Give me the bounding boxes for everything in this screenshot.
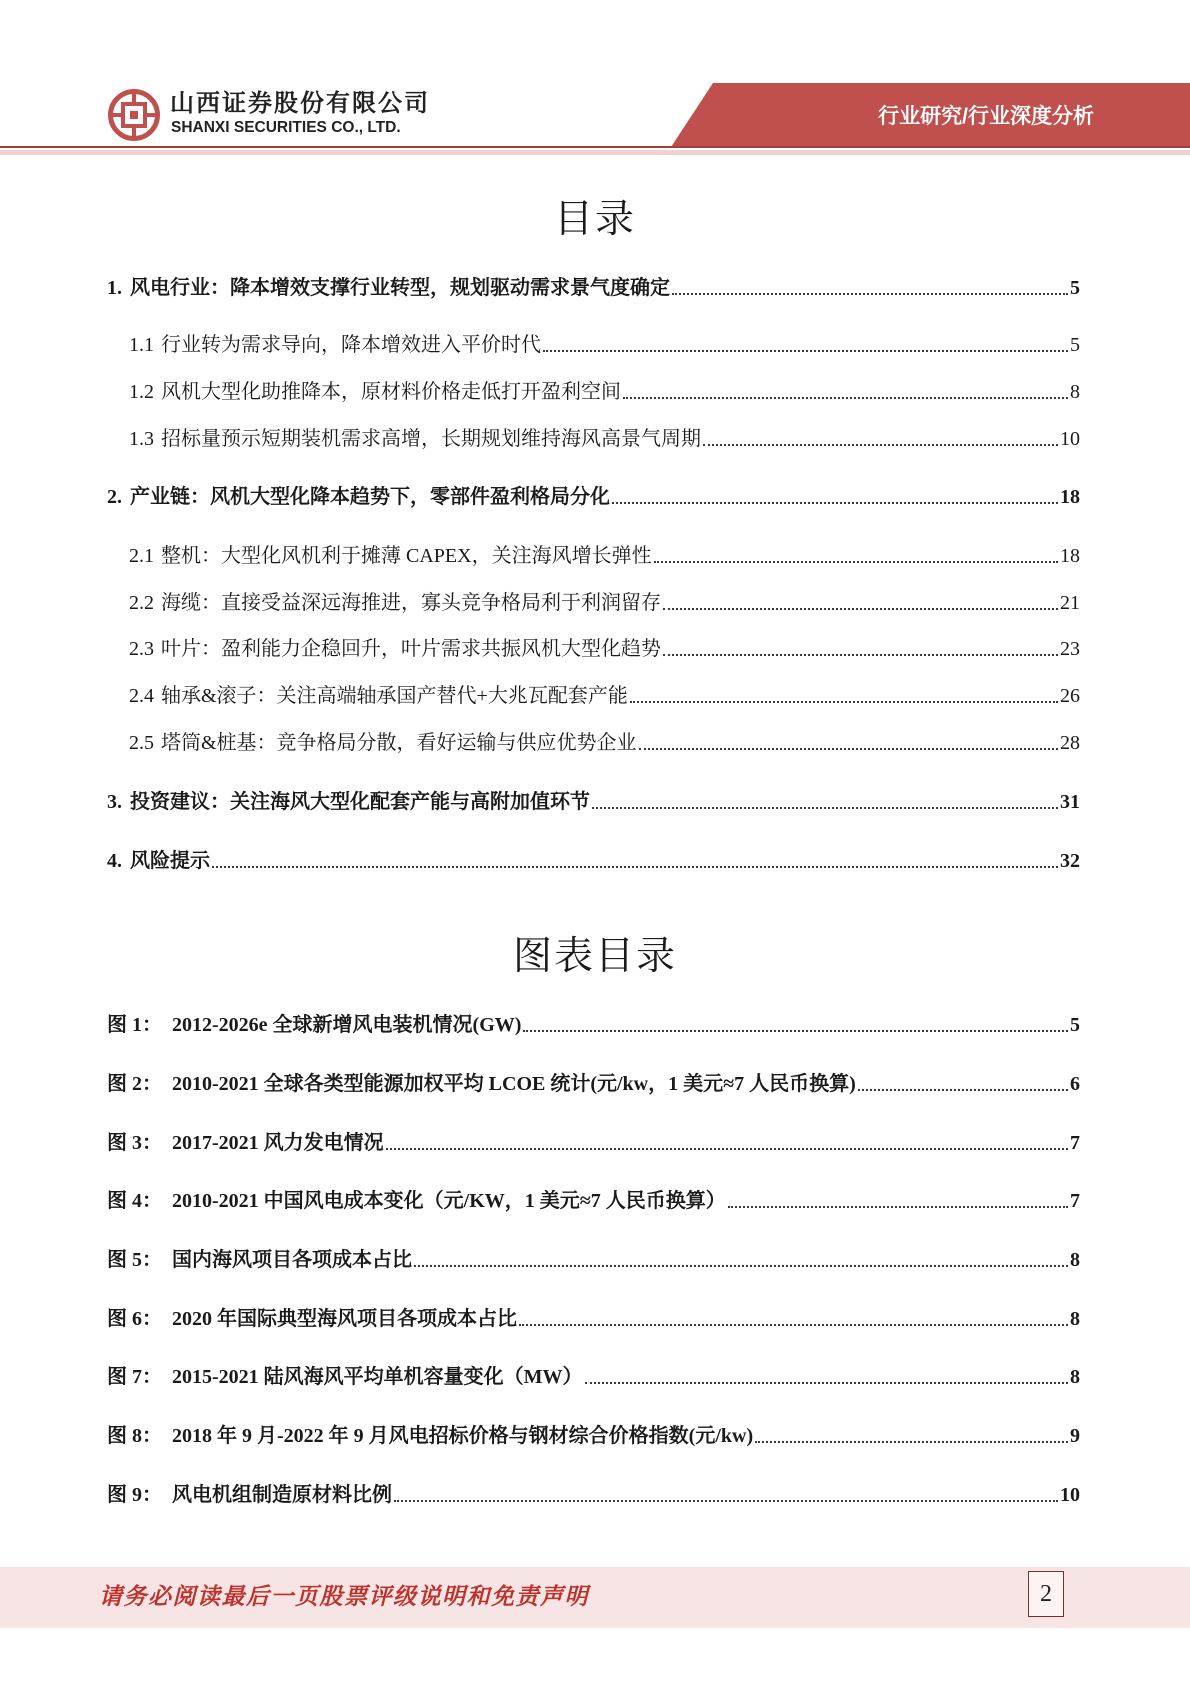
figure-entry-page: 9 bbox=[1070, 1425, 1080, 1447]
figure-entry[interactable] bbox=[107, 1071, 1080, 1097]
dot-leader bbox=[639, 748, 1058, 750]
company-logo-icon bbox=[107, 88, 161, 142]
dot-leader bbox=[585, 1382, 1068, 1384]
toc-entry-page: 26 bbox=[1060, 685, 1080, 707]
figure-entry-label: 图 1： bbox=[107, 1014, 162, 1036]
toc-entry-title: 投资建议：关注海风大型化配套产能与高附加值环节 bbox=[130, 791, 590, 813]
toc-entry-number: 3. bbox=[107, 791, 122, 813]
toc-entry[interactable] bbox=[129, 636, 1080, 662]
figure-entry-title: 2015-2021 陆风海风平均单机容量变化（MW） bbox=[172, 1366, 583, 1388]
figure-entry-label: 图 5： bbox=[107, 1249, 162, 1271]
toc-entry-title: 轴承&滚子：关注高端轴承国产替代+大兆瓦配套产能 bbox=[161, 685, 628, 707]
figure-entry-title: 2020 年国际典型海风项目各项成本占比 bbox=[172, 1308, 517, 1330]
figure-entry-label: 图 6： bbox=[107, 1308, 162, 1330]
toc-entry-title: 风电行业：降本增效支撑行业转型，规划驱动需求景气度确定 bbox=[130, 277, 670, 299]
toc-entry[interactable] bbox=[129, 730, 1080, 756]
figure-entry-page: 7 bbox=[1070, 1190, 1080, 1212]
dot-leader bbox=[703, 444, 1058, 446]
dot-leader bbox=[543, 350, 1068, 352]
toc-entry[interactable] bbox=[129, 379, 1080, 405]
figure-entry-title: 2017-2021 风力发电情况 bbox=[172, 1132, 384, 1154]
figure-entry[interactable] bbox=[107, 1482, 1080, 1508]
toc-entry-page: 31 bbox=[1060, 791, 1080, 813]
figure-entry[interactable] bbox=[107, 1306, 1080, 1332]
toc-entry-page: 18 bbox=[1060, 486, 1080, 508]
toc-entry-title: 风险提示 bbox=[130, 850, 210, 872]
figure-entry[interactable] bbox=[107, 1130, 1080, 1156]
figure-entry-page: 5 bbox=[1070, 1014, 1080, 1036]
figure-entry[interactable] bbox=[107, 1188, 1080, 1214]
figures-title: 图表目录 bbox=[512, 935, 677, 978]
figure-entry-title: 风电机组制造原材料比例 bbox=[172, 1484, 392, 1506]
figure-entry-label: 图 2： bbox=[107, 1073, 162, 1095]
toc-entry-page: 23 bbox=[1060, 638, 1080, 660]
dot-leader bbox=[394, 1500, 1058, 1502]
figure-entry-page: 10 bbox=[1060, 1484, 1080, 1506]
toc-entry-page: 18 bbox=[1060, 545, 1080, 567]
toc-entry[interactable] bbox=[107, 275, 1080, 301]
toc-entry-title: 叶片：盈利能力企稳回升，叶片需求共振风机大型化趋势 bbox=[161, 638, 661, 660]
toc-entry[interactable] bbox=[107, 789, 1080, 815]
toc-entry-number: 2.5 bbox=[129, 732, 154, 754]
dot-leader bbox=[630, 701, 1058, 703]
toc-entry-page: 5 bbox=[1070, 277, 1080, 299]
dot-leader bbox=[212, 866, 1058, 868]
toc-entry[interactable] bbox=[129, 426, 1080, 452]
dot-leader bbox=[728, 1206, 1068, 1208]
figure-entry-title: 2018 年 9 月-2022 年 9 月风电招标价格与钢材综合价格指数(元/kw) bbox=[172, 1425, 754, 1447]
toc-entry-title: 整机：大型化风机利于摊薄 CAPEX，关注海风增长弹性 bbox=[161, 545, 652, 567]
toc-entry[interactable] bbox=[107, 848, 1080, 874]
dot-leader bbox=[612, 502, 1058, 504]
dot-leader bbox=[672, 293, 1068, 295]
toc-entry-number: 1.3 bbox=[129, 428, 154, 450]
toc-entry-title: 风机大型化助推降本，原材料价格走低打开盈利空间 bbox=[161, 381, 621, 403]
toc-entry-page: 5 bbox=[1070, 334, 1080, 356]
toc-entry[interactable] bbox=[129, 332, 1080, 358]
toc-entry-number: 1.1 bbox=[129, 334, 154, 356]
toc-entry-number: 2.1 bbox=[129, 545, 154, 567]
figure-entry-title: 2012-2026e 全球新增风电装机情况(GW) bbox=[172, 1014, 522, 1036]
toc-entry-number: 1. bbox=[107, 277, 122, 299]
figure-entry-page: 8 bbox=[1070, 1366, 1080, 1388]
figure-entry-label: 图 8： bbox=[107, 1425, 162, 1447]
figure-entry-label: 图 4： bbox=[107, 1190, 162, 1212]
figure-entry-title: 2010-2021 中国风电成本变化（元/KW，1 美元≈7 人民币换算） bbox=[172, 1190, 726, 1212]
company-name-cn: 山西证券股份有限公司 bbox=[170, 90, 430, 117]
toc-entry-number: 2. bbox=[107, 486, 122, 508]
figure-entry[interactable] bbox=[107, 1247, 1080, 1273]
toc-entry[interactable] bbox=[129, 590, 1080, 616]
figure-entry[interactable] bbox=[107, 1012, 1080, 1038]
figure-entry-page: 7 bbox=[1070, 1132, 1080, 1154]
dot-leader bbox=[523, 1030, 1068, 1032]
toc-entry-page: 8 bbox=[1070, 381, 1080, 403]
dot-leader bbox=[414, 1265, 1068, 1267]
toc-entry[interactable] bbox=[129, 543, 1080, 569]
figure-entry-page: 8 bbox=[1070, 1249, 1080, 1271]
page-number: 2 bbox=[1028, 1571, 1064, 1617]
toc-entry-number: 1.2 bbox=[129, 381, 154, 403]
toc-title: 目录 bbox=[553, 198, 636, 241]
toc-entry-number: 2.2 bbox=[129, 592, 154, 614]
footer-disclaimer: 请务必阅读最后一页股票评级说明和免责声明 bbox=[99, 1584, 589, 1609]
dot-leader bbox=[663, 654, 1058, 656]
dot-leader bbox=[592, 807, 1058, 809]
company-name-en: SHANXI SECURITIES CO., LTD. bbox=[171, 119, 401, 136]
toc-entry-title: 产业链：风机大型化降本趋势下，零部件盈利格局分化 bbox=[130, 486, 610, 508]
figure-entry-page: 6 bbox=[1070, 1073, 1080, 1095]
dot-leader bbox=[386, 1148, 1068, 1150]
figure-entry-label: 图 7： bbox=[107, 1366, 162, 1388]
dot-leader bbox=[519, 1324, 1068, 1326]
figure-entry-label: 图 9： bbox=[107, 1484, 162, 1506]
toc-entry[interactable] bbox=[129, 683, 1080, 709]
toc-entry-page: 28 bbox=[1060, 732, 1080, 754]
toc-entry-page: 10 bbox=[1060, 428, 1080, 450]
dot-leader bbox=[858, 1089, 1068, 1091]
dot-leader bbox=[623, 397, 1068, 399]
figure-entry-page: 8 bbox=[1070, 1308, 1080, 1330]
dot-leader bbox=[755, 1441, 1068, 1443]
toc-entry-number: 2.3 bbox=[129, 638, 154, 660]
toc-entry-number: 4. bbox=[107, 850, 122, 872]
toc-entry-page: 32 bbox=[1060, 850, 1080, 872]
toc-entry[interactable] bbox=[107, 484, 1080, 510]
figure-entry[interactable] bbox=[107, 1364, 1080, 1390]
dot-leader bbox=[663, 608, 1058, 610]
toc-entry-title: 行业转为需求导向，降本增效进入平价时代 bbox=[161, 334, 541, 356]
toc-entry-title: 海缆：直接受益深远海推进，寡头竞争格局利于利润留存 bbox=[161, 592, 661, 614]
dot-leader bbox=[654, 561, 1058, 563]
toc-entry-title: 招标量预示短期装机需求高增，长期规划维持海风高景气周期 bbox=[161, 428, 701, 450]
toc-entry-page: 21 bbox=[1060, 592, 1080, 614]
toc-entry-number: 2.4 bbox=[129, 685, 154, 707]
figure-entry[interactable] bbox=[107, 1423, 1080, 1449]
figure-entry-label: 图 3： bbox=[107, 1132, 162, 1154]
toc-entry-title: 塔筒&桩基：竞争格局分散，看好运输与供应优势企业 bbox=[161, 732, 637, 754]
figure-entry-title: 国内海风项目各项成本占比 bbox=[172, 1249, 412, 1271]
figure-entry-title: 2010-2021 全球各类型能源加权平均 LCOE 统计(元/kw，1 美元≈7 人民币换算) bbox=[172, 1073, 856, 1095]
report-category: 行业研究/行业深度分析 bbox=[878, 105, 1094, 128]
